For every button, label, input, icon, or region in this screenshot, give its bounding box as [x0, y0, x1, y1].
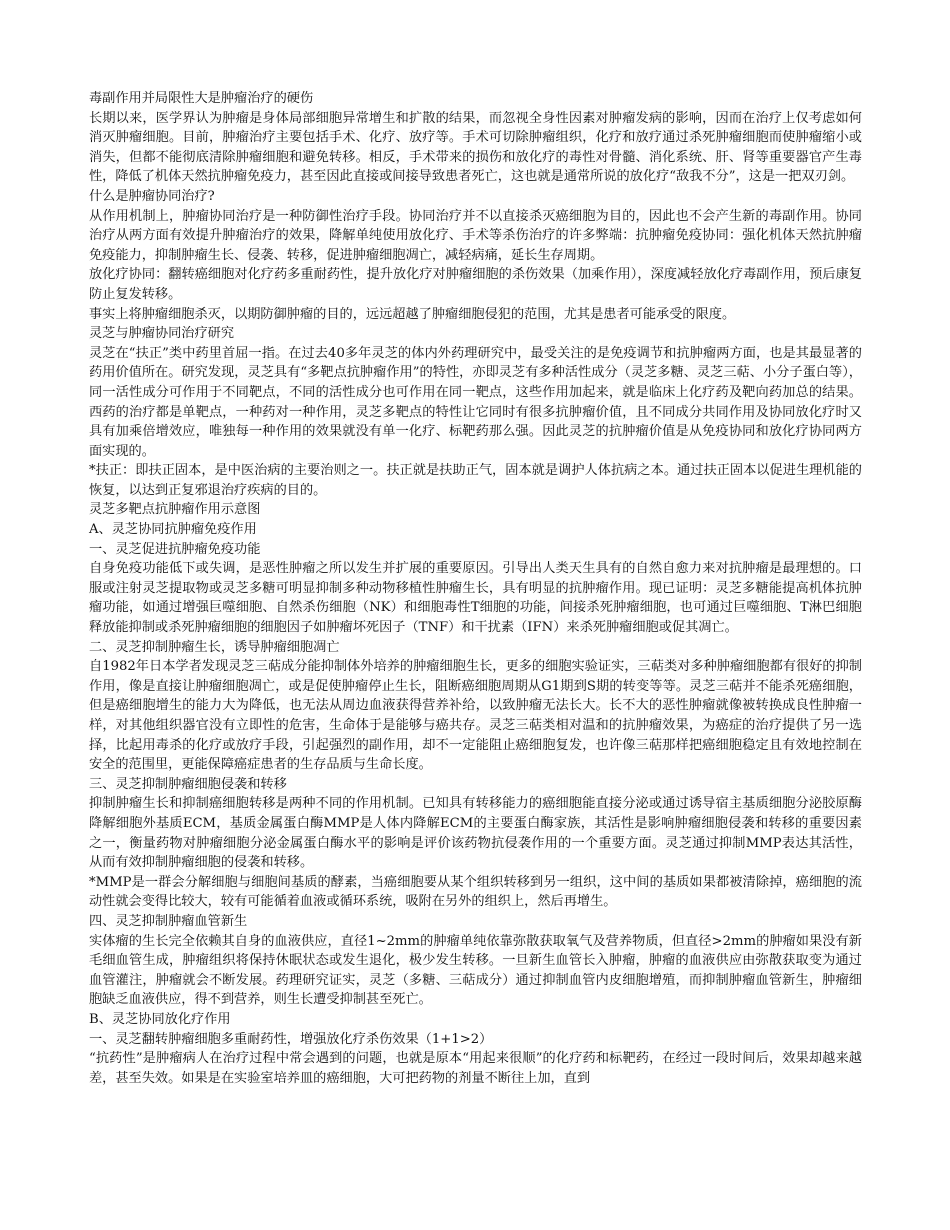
body-paragraph: 从作用机制上，肿瘤协同治疗是一种防御性治疗手段。协同治疗并不以直接杀灭癌细胞为目的，因此也不会产生新的毒副作用。协同治疗从两方面有效提升肿瘤治疗的效果，降解单纯使用放化疗、手术等杀伤治疗的许多弊端：抗肿瘤免疫协同：强化机体天然抗肿瘤免疫能力，抑制肿瘤生长、侵袭、转移，促进肿瘤细胞凋亡，减轻病痛，延长生存周期。 — [89, 208, 862, 263]
section-heading: 一、灵芝翻转肿瘤细胞多重耐药性，增强放化疗杀伤效果（1+1>2） — [89, 1031, 493, 1047]
body-paragraph: 放化疗协同：翻转癌细胞对化疗药多重耐药性，提升放化疗对肿瘤细胞的杀伤效果（加乘作用），深度减轻放化疗毒副作用，预后康复防止复发转移。 — [89, 267, 862, 302]
body-paragraph: 抑制肿瘤生长和抑制癌细胞转移是两种不同的作用机制。已知具有转移能力的癌细胞能直接分泌或通过诱导宿主基质细胞分泌胶原酶降解细胞外基质ECM，基质金属蛋白酶MMP是人体内降解ECM的主要蛋白酶家族，其活性是影响肿瘤细胞侵袭和转移的重要因素之一，衡量药物对肿瘤细胞分泌金属蛋白酶水平的影响是评价该药物抗侵袭作用的一个重要方面。灵芝通过抑制MMP表达其活性，从而有效抑制肿瘤细胞的侵袭和转移。 — [89, 796, 862, 871]
body-paragraph: 灵芝在“扶正”类中药里首屈一指。在过去40多年灵芝的体内外药理研究中，最受关注的是免疫调节和抗肿瘤两方面，也是其最显著的药用价值所在。研究发现，灵芝具有“多靶点抗肿瘤作用”的特性，亦即灵芝有多种活性成分（灵芝多糖、灵芝三萜、小分子蛋白等），同一活性成分可作用于不同靶点，不同的活性成分也可作用在同一靶点，这些作用加起来，就是临床上化疗药及靶向药加总的结果。西药的治疗都是单靶点，一种药对一种作用，灵芝多靶点的特性让它同时有很多抗肿瘤价值，且不同成分共同作用及协同放化疗时又具有加乘倍增效应，唯独每一种作用的效果就没有单一化疗、标靶药那么强。因此灵芝的抗肿瘤价值是从免疫协同和放化疗协同两方面实现的。 — [89, 345, 862, 459]
body-paragraph: 事实上将肿瘤细胞杀灭，以期防御肿瘤的目的，远远超越了肿瘤细胞侵犯的范围，尤其是患者可能承受的限度。 — [89, 306, 736, 322]
body-paragraph: “抗药性”是肿瘤病人在治疗过程中常会遇到的问题，也就是原本“用起来很顺”的化疗药和标靶药，在经过一段时间后，效果却越来越差，甚至失效。如果是在实验室培养皿的癌细胞，大可把药物的剂量不断往上加，直到 — [89, 1051, 862, 1086]
body-paragraph: 实体瘤的生长完全依赖其自身的血液供应，直径1~2mm的肿瘤单纯依靠弥散获取氧气及营养物质，但直径>2mm的肿瘤如果没有新毛细血管生成，肿瘤组织将保持休眠状态或发生退化，极少发生转移。一旦新生血管长入肿瘤，肿瘤的血液供应由弥散获取变为通过血管灌注，肿瘤就会不断发展。药理研究证实，灵芝（多糖、三萜成分）通过抑制血管内皮细胞增殖，而抑制肿瘤血管新生，肿瘤细胞缺乏血液供应，得不到营养，则生长遭受抑制甚至死亡。 — [89, 933, 862, 1008]
section-heading: A、灵芝协同抗肿瘤免疫作用 — [89, 522, 257, 538]
document-body — [89, 89, 862, 1088]
body-paragraph: *MMP是一群会分解细胞与细胞间基质的酵素，当癌细胞要从某个组织转移到另一组织，这中间的基质如果都被清除掉，癌细胞的流动性就会变得比较大，较有可能循着血液或循环系统，吸附在另外的组织上，然后再增生。 — [89, 874, 862, 910]
section-heading: 灵芝与肿瘤协同治疗研究 — [89, 326, 235, 342]
body-paragraph: *扶正：即扶正固本，是中医治病的主要治则之一。扶正就是扶助正气，固本就是调护人体抗病之本。通过扶正固本以促进生理机能的恢复，以达到正复邪退治疗疾病的目的。 — [89, 463, 862, 498]
body-paragraph: 长期以来，医学界认为肿瘤是身体局部细胞异常增生和扩散的结果，而忽视全身性因素对肿瘤发病的影响，因而在治疗上仅考虑如何消灭肿瘤细胞。目前，肿瘤治疗主要包括手术、化疗、放疗等。手术可切除肿瘤组织，化疗和放疗通过杀死肿瘤细胞而使肿瘤缩小或消失，但都不能彻底清除肿瘤细胞和避免转移。相反，手术带来的损伤和放化疗的毒性对骨髓、消化系统、肝、肾等重要器官产生毒性，降低了机体天然抗肿瘤免疫力，甚至因此直接或间接导致患者死亡，这也就是通常所说的放化疗“敌我不分”，这是一把双刃剑。 — [89, 110, 862, 185]
section-heading: 一、灵芝促进抗肿瘤免疫功能 — [89, 541, 261, 557]
section-heading: 二、灵芝抑制肿瘤生长，诱导肿瘤细胞凋亡 — [89, 639, 340, 655]
section-heading: 四、灵芝抑制肿瘤血管新生 — [89, 913, 248, 929]
section-heading: 什么是肿瘤协同治疗? — [89, 188, 215, 204]
body-paragraph: 自身免疫功能低下或失调，是恶性肿瘤之所以发生并扩展的重要原因。引导出人类天生具有的自然自愈力来对抗肿瘤是最理想的。口服或注射灵芝提取物或灵芝多糖可明显抑制多种动物移植性肿瘤生长，具有明显的抗肿瘤作用。现已证明：灵芝多糖能提高机体抗肿瘤功能，如通过增强巨噬细胞、自然杀伤细胞（NK）和细胞毒性T细胞的功能，间接杀死肿瘤细胞，也可通过巨噬细胞、T淋巴细胞释放能抑制或杀死肿瘤细胞的细胞因子如肿瘤坏死因子（TNF）和干扰素（IFN）来杀死肿瘤细胞或促其凋亡。 — [89, 561, 862, 636]
section-heading: B、灵芝协同放化疗作用 — [89, 1011, 231, 1027]
section-heading: 灵芝多靶点抗肿瘤作用示意图 — [89, 502, 261, 518]
body-paragraph: 自1982年日本学者发现灵芝三萜成分能抑制体外培养的肿瘤细胞生长，更多的细胞实验证实，三萜类对多种肿瘤细胞都有很好的抑制作用，像是直接让肿瘤细胞凋亡，或是促使肿瘤停止生长，阻断癌细胞周期从G1期到S期的转变等等。灵芝三萜并不能杀死癌细胞，但是癌细胞增生的能力大为降低，也无法从周边血液获得营养补给，以致肿瘤无法长大。长不大的恶性肿瘤就像被转换成良性肿瘤一样，对其他组织器官没有立即性的危害，生命体于是能够与癌共存。灵芝三萜类相对温和的抗肿瘤效果，为癌症的治疗提供了另一选择，比起用毒杀的化疗或放疗手段，引起强烈的副作用，却不一定能阻止癌细胞复发，也许像三萜那样把癌细胞稳定且有效地控制在安全的范围里，更能保障癌症患者的生存品质与生命长度。 — [89, 659, 862, 773]
section-heading: 毒副作用并局限性大是肿瘤治疗的硬伤 — [89, 91, 314, 106]
section-heading: 三、灵芝抑制肿瘤细胞侵袭和转移 — [89, 776, 287, 792]
